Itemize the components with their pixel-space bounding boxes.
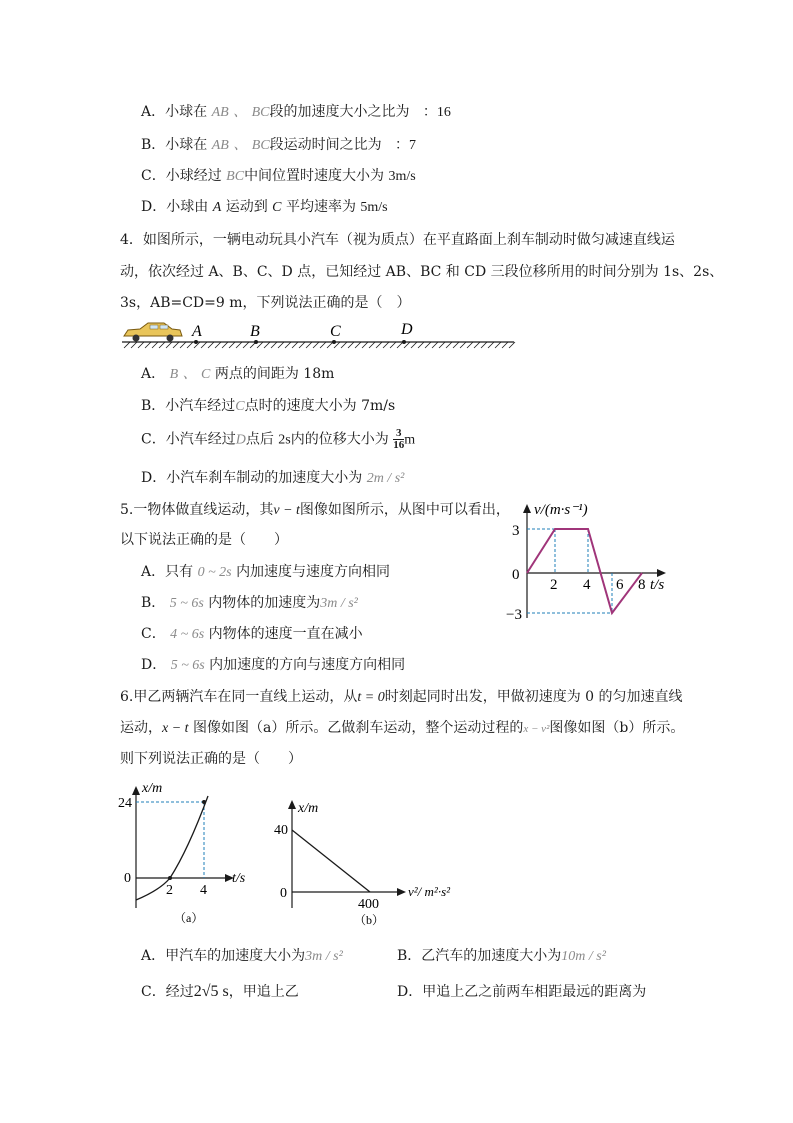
road-hatch	[124, 342, 130, 348]
y-tick-neg3: −3	[506, 607, 522, 623]
q6-option-b: B．乙汽车的加速度大小为10m / s²	[397, 948, 606, 964]
q4-stem-line2: 动，依次经过 A、B、C、D 点，已知经过 AB、BC 和 CD 三段位移所用的时间分别为 1s、2s、	[120, 264, 724, 280]
road-hatch	[138, 342, 144, 348]
caption-b: （b）	[354, 913, 385, 927]
road-hatch	[236, 342, 242, 348]
y-tick-0: 0	[512, 567, 520, 583]
q6-option-c: C．经过2√5 s，甲追上乙	[141, 983, 299, 1000]
road-hatch	[292, 342, 298, 348]
road-hatch	[453, 342, 459, 348]
road-hatch	[467, 342, 473, 348]
road-label-c: C	[330, 323, 341, 340]
x-tick-4: 4	[583, 577, 591, 593]
x-tick-8: 8	[638, 577, 646, 593]
road-hatch	[187, 342, 193, 348]
q4-stem-line1: 4．如图所示，一辆电动玩具小汽车（视为质点）在平直路面上刹车制动时做匀减速直线运	[120, 232, 675, 248]
road-hatch	[418, 342, 424, 348]
road-hatch	[285, 342, 291, 348]
q6-graph-a	[116, 778, 256, 928]
road-hatch	[306, 342, 312, 348]
y-tick-3: 3	[512, 523, 520, 539]
road-hatch	[439, 342, 445, 348]
x-axis-label: v²/ m²·s²	[408, 884, 451, 899]
q5-option-c: C． 4 ~ 6s 内物体的速度一直在减小	[141, 626, 363, 642]
vt-curve	[527, 529, 642, 613]
road-hatch	[369, 342, 375, 348]
x-axis-arrow	[657, 569, 666, 577]
road-hatch	[215, 342, 221, 348]
x-tick-4: 4	[200, 883, 207, 898]
road-hatch	[341, 342, 347, 348]
road-hatch	[383, 342, 389, 348]
xv2-line	[292, 830, 370, 892]
x-tick-400: 400	[358, 897, 379, 912]
q5-stem-line1: 5.一物体做直线运动，其v − t图像如图所示，从图中可以看出，	[120, 502, 510, 518]
q6-option-d: D．甲追上乙之前两车相距最远的距离为	[397, 984, 647, 1000]
road-point-c	[332, 340, 336, 344]
road-hatch	[474, 342, 480, 348]
road-hatch	[348, 342, 354, 348]
toy-car-icon	[124, 323, 182, 342]
road-hatch	[502, 342, 508, 348]
road-hatch	[159, 342, 165, 348]
x-axis-label: t/s	[232, 871, 246, 886]
road-hatch	[166, 342, 172, 348]
road-hatch	[278, 342, 284, 348]
q3-option-c: C．小球经过 BC中间位置时速度大小为 3m/s	[141, 168, 416, 184]
road-hatch	[222, 342, 228, 348]
road-hatch	[460, 342, 466, 348]
road-hatch	[299, 342, 305, 348]
y-tick-40: 40	[274, 823, 288, 838]
y-tick-24: 24	[118, 796, 132, 811]
origin-label: 0	[280, 886, 287, 901]
road-hatch	[446, 342, 452, 348]
road-point-a	[194, 340, 198, 344]
road-hatch	[208, 342, 214, 348]
x-tick-2: 2	[166, 883, 173, 898]
road-hatch	[243, 342, 249, 348]
road-hatch	[173, 342, 179, 348]
y-axis-arrow	[132, 786, 140, 795]
road-hatch	[397, 342, 403, 348]
point-2-0	[168, 876, 172, 880]
q4-option-b: B．小汽车经过C点时的速度大小为 7m/s	[141, 398, 396, 414]
road-hatch	[201, 342, 207, 348]
road-hatch	[376, 342, 382, 348]
road-hatch	[425, 342, 431, 348]
x-axis-label: t/s	[650, 577, 665, 593]
road-hatch	[509, 342, 515, 348]
x-axis-arrow	[397, 888, 406, 896]
q5-vt-graph	[500, 498, 672, 626]
road-hatch	[495, 342, 501, 348]
road-hatch	[390, 342, 396, 348]
q4-road-figure	[118, 318, 518, 352]
q5-stem-line2: 以下说法正确的是（ ）	[120, 532, 288, 548]
x-tick-6: 6	[616, 577, 624, 593]
fraction-3-16: $\frac{3}{16}$	[393, 427, 405, 451]
road-label-b: B	[250, 323, 260, 340]
road-point-b	[254, 340, 258, 344]
q6-option-a: A．甲汽车的加速度大小为3m / s²	[141, 948, 343, 964]
q6-graph-b	[272, 796, 482, 932]
road-hatch	[327, 342, 333, 348]
road-point-d	[402, 340, 406, 344]
road-hatch	[180, 342, 186, 348]
road-hatch	[481, 342, 487, 348]
road-hatch	[257, 342, 263, 348]
road-label-a: A	[192, 323, 202, 340]
y-axis-label: v/(m·s⁻¹)	[534, 502, 588, 518]
road-hatch	[131, 342, 137, 348]
q4-option-c: C．小汽车经过D点后 2s内的位移大小为 $\frac{3}{16}$ m	[141, 427, 416, 451]
q3-option-a: A．小球在 AB 、 BC段的加速度大小之比为 ：16	[141, 104, 451, 120]
y-axis-label: x/m	[142, 781, 163, 796]
y-axis-label: x/m	[298, 801, 319, 816]
q5-option-b: B． 5 ~ 6s 内物体的加速度为3m / s²	[141, 595, 358, 611]
caption-a: （a）	[174, 911, 204, 925]
q6-stem-line3: 则下列说法正确的是（ ）	[120, 751, 302, 767]
road-hatch	[229, 342, 235, 348]
road-hatch	[264, 342, 270, 348]
q4-option-d: D．小汽车刹车制动的加速度大小为 2m / s²	[141, 470, 405, 486]
road-hatch	[362, 342, 368, 348]
q6-stem-line1: 6.甲乙两辆汽车在同一直线上运动，从t = 0时刻起同时出发，甲做初速度为 0 的匀加速直线	[120, 689, 683, 705]
road-hatch	[355, 342, 361, 348]
q4-stem-line3: 3s，AB=CD=9 m，下列说法正确的是（ ）	[120, 295, 411, 311]
road-hatch	[271, 342, 277, 348]
q6-stem-line2: 运动，x − t 图像如图（a）所示。乙做刹车运动，整个运动过程的x − v²图像如图（b）所示。	[120, 720, 685, 736]
y-axis-arrow	[523, 504, 531, 513]
road-hatch	[488, 342, 494, 348]
road-hatch	[152, 342, 158, 348]
q4-option-a: A． B 、 C 两点的间距为 18m	[141, 366, 335, 382]
q5-option-d: D． 5 ~ 6s 内加速度的方向与速度方向相同	[141, 657, 406, 673]
road-hatch	[313, 342, 319, 348]
road-hatch	[432, 342, 438, 348]
road-hatch	[145, 342, 151, 348]
road-label-d: D	[401, 321, 413, 338]
q5-option-a: A．只有 0 ~ 2s 内加速度与速度方向相同	[141, 564, 391, 580]
point-4-24	[202, 800, 206, 804]
q3-option-d: D．小球由 A 运动到 C 平均速率为 5m/s	[141, 199, 388, 215]
road-hatch	[320, 342, 326, 348]
x-tick-2: 2	[550, 577, 558, 593]
road-hatch	[411, 342, 417, 348]
q3-option-b: B．小球在 AB 、 BC段运动时间之比为 ：7	[141, 137, 417, 153]
y-axis-arrow	[288, 800, 296, 809]
origin-label: 0	[124, 871, 131, 886]
